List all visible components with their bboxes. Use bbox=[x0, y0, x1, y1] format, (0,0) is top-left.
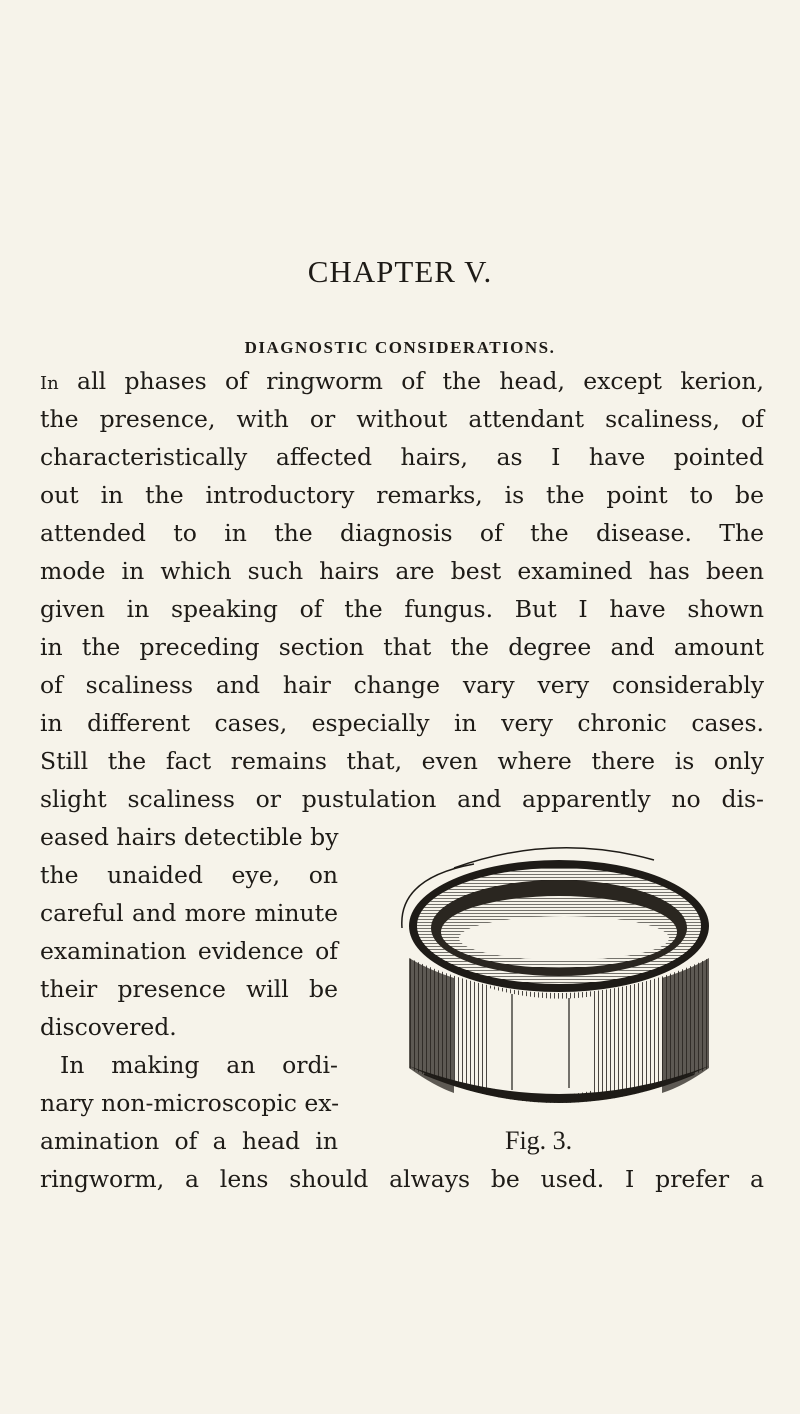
text-line bbox=[40, 367, 764, 395]
text-line: discovered. bbox=[40, 1013, 177, 1041]
text-line: examination evidence of bbox=[40, 937, 338, 965]
text-line: their presence will be bbox=[40, 975, 338, 1003]
line-text: all phases of ringworm of the head, except kerion, bbox=[58, 367, 764, 395]
dropcap: In bbox=[40, 373, 59, 394]
text-line: attended to in the diagnosis of the disease. The bbox=[40, 519, 764, 547]
text-line: out in the introductory remarks, is the point to be bbox=[40, 481, 764, 509]
text-line: characteristically affected hairs, as I have pointed bbox=[40, 443, 764, 471]
text-line: amination of a head in bbox=[40, 1127, 338, 1155]
text-line: of scaliness and hair change vary very considerably bbox=[40, 671, 764, 699]
text-line: in different cases, especially in very chronic cases. bbox=[40, 709, 764, 737]
text-line: given in speaking of the fungus. But I have shown bbox=[40, 595, 764, 623]
text-line: nary non-microscopic ex- bbox=[40, 1089, 340, 1117]
chapter-title: CHAPTER V. bbox=[307, 254, 493, 289]
text-line: slight scaliness or pustulation and apparently no dis- bbox=[40, 785, 764, 813]
chapter-subtitle: DIAGNOSTIC CONSIDERATIONS. bbox=[244, 338, 556, 357]
text-line: the unaided eye, on bbox=[40, 861, 338, 889]
text-line: ringworm, a lens should always be used. I prefer a bbox=[40, 1165, 764, 1193]
text-line: the presence, with or without attendant scaliness, of bbox=[40, 405, 764, 433]
text-line: careful and more minute bbox=[40, 899, 338, 927]
text-line: mode in which such hairs are best examined has been bbox=[40, 557, 764, 585]
lens-illustration bbox=[394, 838, 722, 1128]
text-line: Still the fact remains that, even where there is only bbox=[40, 747, 764, 775]
text-line: In making an ordi- bbox=[60, 1051, 338, 1079]
figure-caption: Fig. 3. bbox=[505, 1126, 573, 1155]
text-line: in the preceding section that the degree and amount bbox=[40, 633, 764, 661]
text-line: eased hairs detectible by bbox=[40, 823, 339, 851]
